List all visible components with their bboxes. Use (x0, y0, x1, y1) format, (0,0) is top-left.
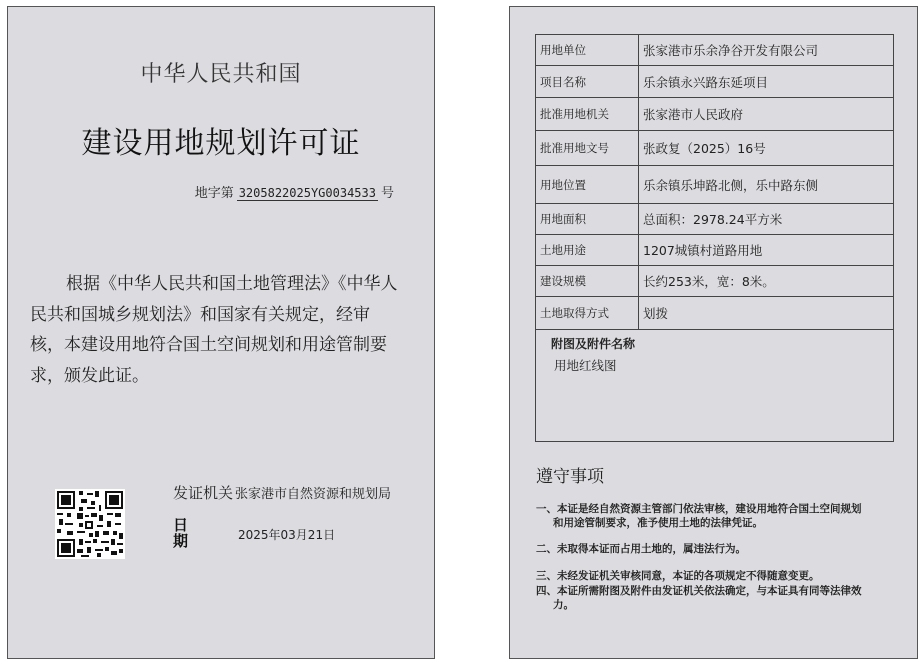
cert-prefix: 地字第 (194, 186, 234, 201)
row-key: 用地位置 (536, 166, 639, 204)
row-key: 用地面积 (536, 204, 639, 235)
row-key: 土地用途 (536, 235, 639, 266)
table-row (536, 235, 894, 266)
issuer-value: 张家港市自然资源和规划局 (235, 487, 392, 502)
row-key: 用地单位 (536, 35, 639, 66)
row-key: 项目名称 (536, 66, 639, 98)
notice-line: 一、本证是经自然资源主管部门依法审核，建设用地符合国土空间规划 (536, 503, 862, 515)
row-value: 乐余镇永兴路东延项目 (639, 66, 894, 98)
table-row (536, 204, 894, 235)
issue-date: 2025年03月21日 (238, 528, 336, 542)
date-label (173, 517, 189, 549)
certificate-body-text: 根据《中华人民共和国土地管理法》《中华人民共和国城乡规划法》和国家有关规定，经审核，本建设用地符合国土空间规划和用途管制要求，颁发此证。 (30, 274, 398, 386)
certificate-detail-page (509, 6, 918, 659)
table-row (536, 66, 894, 98)
row-value: 张家港市人民政府 (639, 98, 894, 131)
certificate-title: 建设用地规划许可证 (81, 126, 361, 161)
row-value: 张家港市乐余净谷开发有限公司 (639, 35, 894, 66)
notice-item-1 (536, 502, 876, 530)
cert-suffix: 号 (380, 186, 394, 201)
table-row (536, 35, 894, 66)
country-name: 中华人民共和国 (140, 62, 302, 87)
notice-line: 四、本证所需附图及附件由发证机关依法确定，与本证具有同等法律效 (536, 585, 862, 597)
row-key: 土地取得方式 (536, 297, 639, 330)
date-label-1: 日 (173, 516, 189, 534)
notice-line: 和用途管制要求，准予使用土地的法律凭证。 (553, 517, 763, 529)
notice-item-2: 二、未取得本证而占用土地的，属违法行为。 (536, 543, 746, 555)
notice-line: 力。 (553, 599, 574, 611)
notice-item-3: 三、未经发证机关审核同意，本证的各项规定不得随意变更。 (536, 570, 820, 582)
attachments-box (535, 329, 894, 442)
row-value: 乐余镇乐坤路北侧，乐中路东侧 (639, 166, 894, 204)
row-key: 批准用地机关 (536, 98, 639, 131)
row-value: 张政复（2025）16号 (639, 131, 894, 166)
attachments-value: 用地红线图 (554, 358, 617, 373)
issuer-label: 发证机关 (173, 484, 234, 502)
row-key: 建设规模 (536, 266, 639, 297)
date-label-2: 期 (173, 532, 189, 550)
certificate-number (195, 182, 394, 201)
row-value: 总面积：2978.24平方米 (639, 204, 894, 235)
notice-item-4 (536, 584, 876, 612)
notice-title: 遵守事项 (536, 467, 604, 487)
row-value: 长约253米，宽：8米。 (639, 266, 894, 297)
table-row (536, 131, 894, 166)
row-value: 1207城镇村道路用地 (639, 235, 894, 266)
land-info-table (535, 34, 894, 330)
cert-number-value: 3205822025YG0034533 (238, 186, 376, 200)
attachments-title: 附图及附件名称 (551, 337, 636, 351)
row-key: 批准用地文号 (536, 131, 639, 166)
issuing-authority (173, 482, 391, 503)
row-value: 划拨 (639, 297, 894, 330)
table-row (536, 266, 894, 297)
qr-code-icon (55, 489, 125, 559)
table-row (536, 98, 894, 131)
table-row (536, 297, 894, 330)
certificate-front-page (7, 6, 435, 659)
table-row (536, 166, 894, 204)
